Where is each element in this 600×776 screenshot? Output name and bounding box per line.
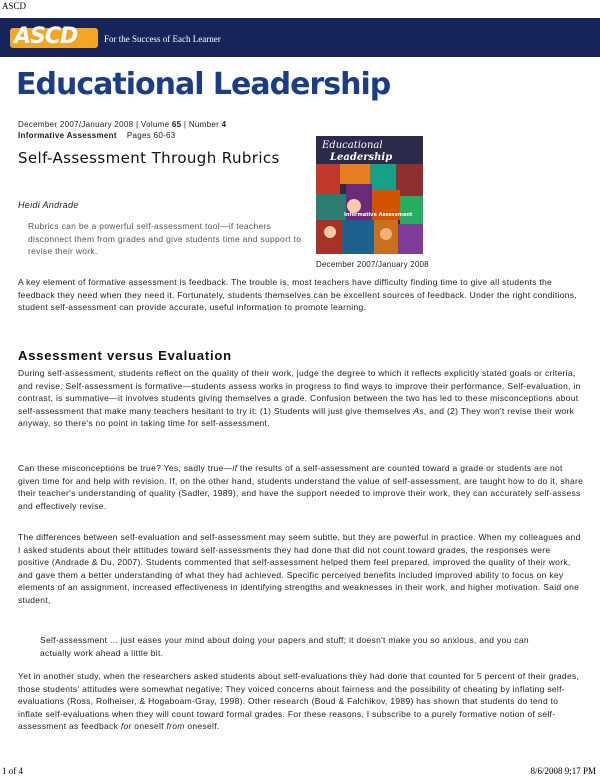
emphasis: for: [120, 721, 132, 731]
issue-cover-image[interactable]: [316, 136, 423, 254]
body-paragraph: [18, 367, 584, 430]
cover-tile: [396, 164, 423, 196]
emphasis: from: [166, 721, 185, 731]
cover-tile: [342, 220, 374, 254]
emphasis: if: [232, 463, 238, 473]
print-header-site: ASCD: [2, 1, 27, 11]
text-run: s, and (2) They won't revise their work anyway, so there's no point in taking time for self-assessment.: [18, 405, 575, 428]
text-run: oneself.: [184, 721, 220, 731]
cover-tile: [370, 164, 396, 190]
number-label: Number: [188, 120, 220, 129]
text-run: oneself: [131, 721, 167, 731]
section-heading: Assessment versus Evaluation: [18, 348, 232, 363]
cover-figure: [380, 228, 392, 240]
cover-tile: [316, 194, 346, 220]
cover-tile: [340, 164, 370, 184]
text-run: Yet in another study, when the researchers asked students about self-evaluations they had done that counted for 5 percent of their grades, those students' attitudes were somewhat negative: They voiced concerns about fairness and the possibility of cheating by inflating self-evaluations (Ross, Rolheiser, & Hogaboam-Gray, 1998). Other research (Boud & Falchikov, 1989) has shown that students do tend to inflate self-evaluations when they will count toward formal grades. For these reasons, I subscribe to a purely formative notion of self-assessment as feedback: [18, 671, 580, 731]
emphasis: A: [413, 405, 420, 416]
cover-theme: Informative Assessment: [344, 212, 413, 218]
issue-date: December 2007/January 2008: [18, 120, 134, 129]
publication-masthead[interactable]: Educational Leadership: [16, 67, 391, 102]
body-paragraph: [18, 670, 584, 733]
ascd-logo[interactable]: ASCD: [14, 24, 78, 49]
page-indicator: 1 of 4: [2, 766, 23, 776]
issue-info: December 2007/January 2008 | Volume 65 | Number 4: [18, 120, 227, 129]
text-run: During self-assessment, students reflect on the quality of their work, judge the degree to which it reflects explicitly stated goals or criteria, and revise. Self-assessment is formative—students assess works in progress to find ways to improve their performance. Self-evaluation, in contrast, is summative—it involves students giving themselves a grade. Confusion between the two has led to these misconceptions about self-assessment that make many teachers hesitant to try it: (1) Students will just give themselves: [18, 368, 581, 416]
article-author: Heidi Andrade: [18, 200, 79, 210]
body-paragraph: The differences between self-evaluation and self-assessment may seem subtle, but they are powerful in practice. When my colleagues and I asked students about their attitudes toward self-assessments they had done that did not count toward grades, the responses were positive (Andrade & Du, 2007). Students commented that self-assessment helped them feel prepared, improved the quality of their work, and gave them a better understanding of what they had achieved. Specific perceived benefits included improved ability to focus on key elements of an assignment, increased effectiveness in identifying strengths and weaknesses in their work, and higher motivation. Said one student,: [18, 532, 581, 605]
cover-title-line1: Educational: [322, 140, 383, 151]
article-title: Self-Assessment Through Rubrics: [18, 149, 280, 167]
volume-number: 65: [171, 120, 182, 129]
ascd-tagline: For the Success of Each Learner: [104, 34, 221, 44]
body-paragraph: [18, 462, 584, 512]
print-timestamp: 8/6/2008 9:17 PM: [530, 766, 596, 776]
text-run: Can these misconceptions be true? Yes, sadly true—: [18, 463, 233, 473]
page-range: Pages 60-63: [126, 131, 176, 140]
section-info: [18, 131, 176, 140]
cover-tile: [398, 224, 423, 254]
cover-illustration: [316, 136, 423, 254]
text-run: the results of a self-assessment are counted toward a grade or students are not given time for and help with revision. If, on the other hand, students understand the value of self-assessment, are taught how to do it, share their teacher's understanding of quality (Sadler, 1989), and have the support needed to improve their work, they can accurately self-assess and effectively revise.: [18, 463, 584, 511]
cover-caption: December 2007/January 2008: [316, 260, 429, 269]
article-abstract: Rubrics can be a powerful self-assessment tool—if teachers disconnect them from grades and give students time and support to revise their work.: [28, 221, 302, 256]
cover-figure: [324, 226, 336, 238]
student-quote: Self-assessment ... just eases your mind about doing your papers and stuff; it doesn't make you so anxious, and you can actually work ahead a little bit.: [40, 635, 529, 658]
cover-title-line2: Leadership: [330, 152, 393, 163]
cover-figure: [347, 199, 361, 213]
intro-paragraph: A key element of formative assessment is feedback. The trouble is, most teachers have difficulty finding time to give all students the feedback they need when they need it. Fortunately, students themselves can be excellent sources of feedback. Under the right conditions, student self-assessment can provide accurate, useful information to promote learning.: [18, 277, 577, 312]
issue-number: 4: [221, 120, 227, 129]
cover-tile: [316, 164, 340, 194]
section-name[interactable]: Informative Assessment: [18, 131, 117, 140]
cover-tile: [400, 196, 423, 224]
volume-label: Volume: [140, 120, 170, 129]
